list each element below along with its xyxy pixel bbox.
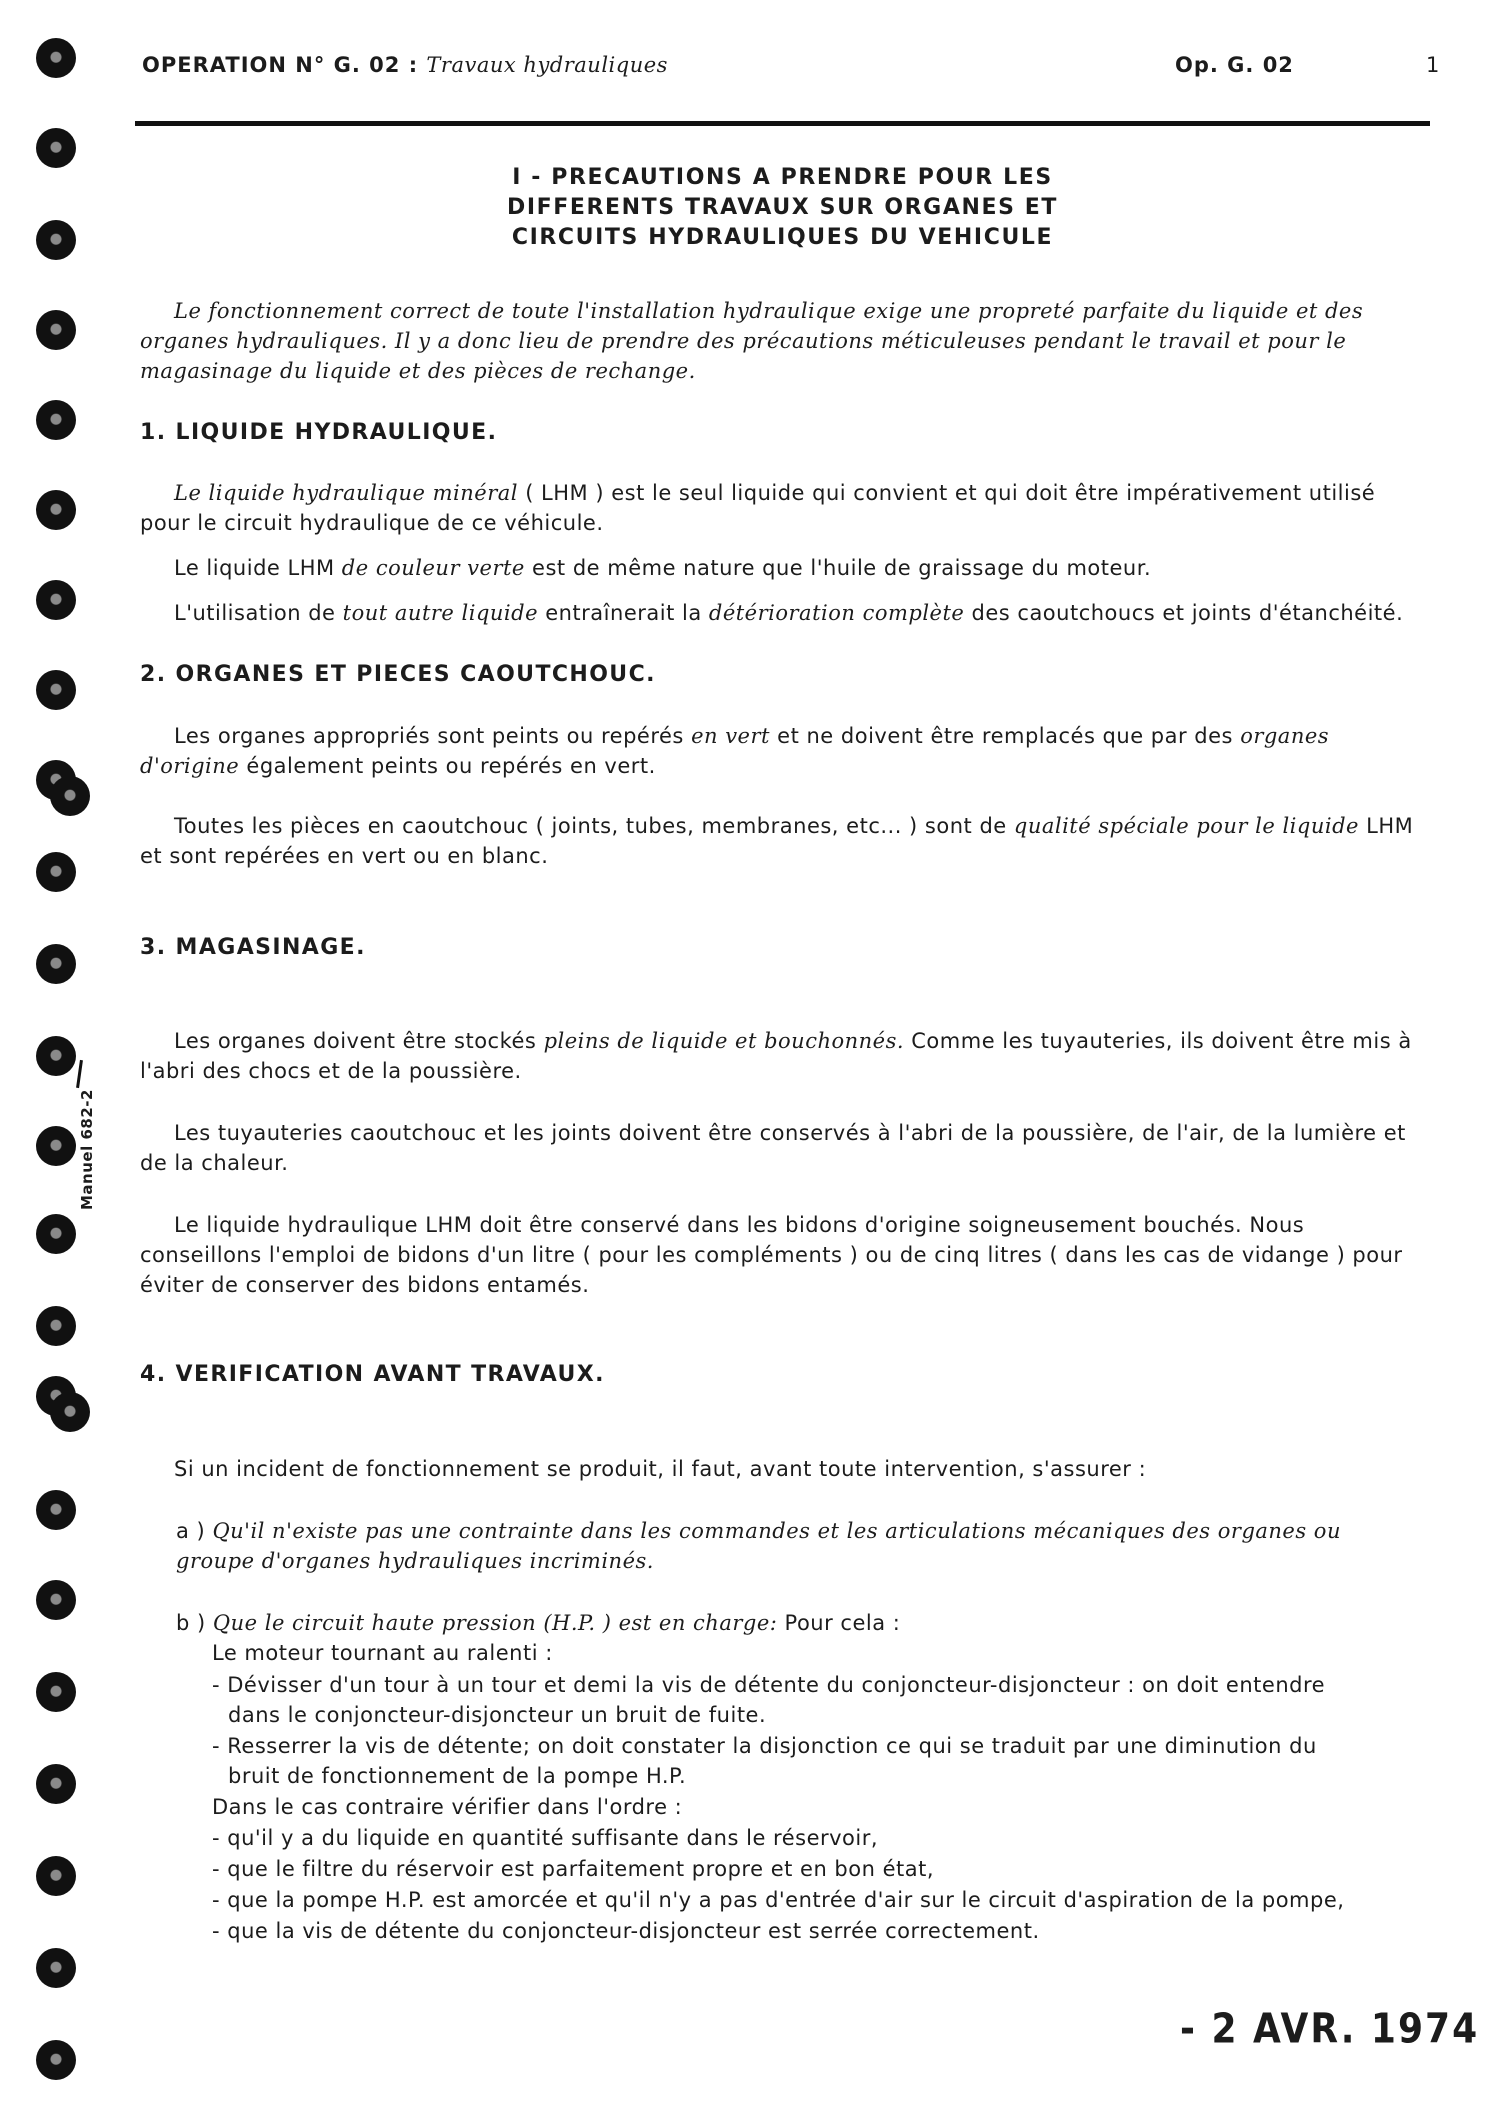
binder-hole [36,944,76,984]
binder-hole [36,1376,76,1416]
s1-p2-italic: de couleur verte [341,556,525,580]
header-rule [135,121,1430,126]
section-2-heading: 2. ORGANES ET PIECES CAOUTCHOUC. [140,662,656,687]
binder-hole [36,852,76,892]
s4-item-a-label: a ) [176,1519,206,1543]
s2-p2-italic: qualité spéciale pour le liquide [1013,814,1359,838]
s1-paragraph-2 [140,553,1415,583]
binder-hole [36,220,76,260]
binder-hole [36,1580,76,1620]
binder-hole [36,1214,76,1254]
binder-hole [36,1856,76,1896]
s1-p1-text: ( LHM ) est le seul liquide qui convient et qui doit être impérativement utilisé pour le circuit hydraulique de ce véhicule. [140,481,1376,535]
s2-p2-text-b: LHM et sont repérées en vert ou en blanc. [140,814,1414,868]
binder-hole [36,1948,76,1988]
s4-check-3: - que la pompe H.P. est amorcée et qu'il n'y a pas d'entrée d'air sur le circuit d'aspiration de la pompe, [212,1888,1345,1912]
binder-hole [36,400,76,440]
s1-p3-italic-1: tout autre liquide [342,601,539,625]
s2-p1-text-a: Les organes appropriés sont peints ou repérés [174,724,684,748]
s2-paragraph-2 [140,811,1415,871]
s1-p2-text-a: Le liquide LHM [174,556,335,580]
s3-paragraph-3: Le liquide hydraulique LHM doit être conservé dans les bidons d'origine soigneusement bouchés. Nous conseillons l'emploi de bidons d'un litre ( pour les compléments ) ou de cinq litres ( dans les cas de vidange ) pour éviter de conserver des bidons entamés. [140,1213,1403,1297]
s4-item-b [176,1608,1421,1638]
s4-item-b-italic: Que le circuit haute pression (H.P. ) est en charge: [212,1611,778,1635]
section-3-heading: 3. MAGASINAGE. [140,935,366,960]
s3-p1-text-a: Les organes doivent être stockés [174,1029,537,1053]
s3-p1-text-b: Comme les tuyauteries, ils doivent être mis à l'abri des chocs et de la poussière. [140,1029,1412,1083]
s4-check-2: - que le filtre du réservoir est parfaitement propre et en bon état, [212,1857,935,1881]
op-code: Op. G. 02 [1175,53,1294,77]
s2-p1-text-b: et ne doivent être remplacés que par des [777,724,1233,748]
binder-hole [36,580,76,620]
title-line-1: I - PRECAUTIONS A PRENDRE POUR LES [512,165,1053,190]
s1-p3-text-a: L'utilisation de [174,601,336,625]
s4-item-a [176,1516,1421,1576]
operation-label: OPERATION N° G. 02 : [142,53,419,77]
binder-hole [36,760,76,800]
s1-p1-italic: Le liquide hydraulique minéral [174,481,518,505]
s2-p1-italic-1: en vert [691,724,770,748]
margin-mark [76,1060,83,1088]
s1-paragraph-1 [140,478,1415,538]
s3-paragraph-2: Les tuyauteries caoutchouc et les joints doivent être conservés à l'abri de la poussière, de l'air, de la lumière et de la chaleur. [140,1121,1406,1175]
title-line-3: CIRCUITS HYDRAULIQUES DU VEHICULE [511,225,1054,250]
s1-p3-text-c: des caoutchoucs et joints d'étanchéité. [971,601,1404,625]
s1-paragraph-3 [140,598,1415,628]
s3-paragraph-1 [140,1026,1415,1086]
intro-paragraph: Le fonctionnement correct de toute l'installation hydraulique exige une propreté parfaite du liquide et des organes hydrauliques. Il y a donc lieu de prendre des précautions méticuleuses pendant le travail et pour le magasinage du liquide et des pièces de rechange. [140,299,1364,383]
s4-item-b-text: Pour cela : [784,1611,901,1635]
s2-p2-text-a: Toutes les pièces en caoutchouc ( joints, tubes, membranes, etc... ) sont de [174,814,1007,838]
s4-dash-2: - Resserrer la vis de détente; on doit constater la disjonction ce qui se traduit par une diminution du bruit de fonctionnement de la pompe H.P. [212,1734,1317,1788]
s1-p3-italic-2: détérioration complète [708,601,965,625]
s4-contrary: Dans le cas contraire vérifier dans l'ordre : [212,1795,683,1819]
s4-check-1: - qu'il y a du liquide en quantité suffisante dans le réservoir, [212,1826,879,1850]
s3-p1-italic: pleins de liquide et bouchonnés. [543,1029,905,1053]
section-1-heading: 1. LIQUIDE HYDRAULIQUE. [140,420,498,445]
s1-p3-text-b: entraînerait la [545,601,702,625]
s4-motor-line: Le moteur tournant au ralenti : [212,1641,553,1665]
binder-hole [36,1490,76,1530]
s4-item-b-label: b ) [176,1611,206,1635]
date-stamp: - 2 AVR. 1974 [1180,2005,1480,2053]
page-header-left [142,50,668,80]
binder-hole [36,1126,76,1166]
section-4-heading: 4. VERIFICATION AVANT TRAVAUX. [140,1362,605,1387]
margin-label: Manuel 682-2 [78,1089,96,1210]
s2-p1-text-c: également peints ou repérés en vert. [246,754,656,778]
s4-check-4: - que la vis de détente du conjoncteur-disjoncteur est serrée correctement. [212,1919,1040,1943]
binder-hole [36,670,76,710]
operation-subject: Travaux hydrauliques [426,53,668,77]
binder-hole [36,38,76,78]
title-line-2: DIFFERENTS TRAVAUX SUR ORGANES ET [506,195,1059,220]
binder-hole [36,128,76,168]
s1-p2-text-b: est de même nature que l'huile de graissage du moteur. [532,556,1152,580]
s4-item-a-text: Qu'il n'existe pas une contrainte dans les commandes et les articulations mécaniques des organes ou groupe d'organes hydrauliques incriminés. [176,1519,1341,1573]
binder-hole [36,1036,76,1076]
binder-hole [36,1672,76,1712]
binder-hole [36,2040,76,2080]
binder-hole [36,310,76,350]
binder-hole [36,1764,76,1804]
binder-hole [36,1306,76,1346]
s2-paragraph-1 [140,721,1415,781]
s2-p1-italic-2: organes d'origine [140,724,1330,778]
s4-intro: Si un incident de fonctionnement se produit, il faut, avant toute intervention, s'assurer : [174,1457,1147,1481]
s4-dash-1: - Dévisser d'un tour à un tour et demi la vis de détente du conjoncteur-disjoncteur : on doit entendre dans le conjoncteur-disjoncteur un bruit de fuite. [212,1673,1326,1727]
binder-hole [36,490,76,530]
page-number: 1 [1426,53,1441,77]
